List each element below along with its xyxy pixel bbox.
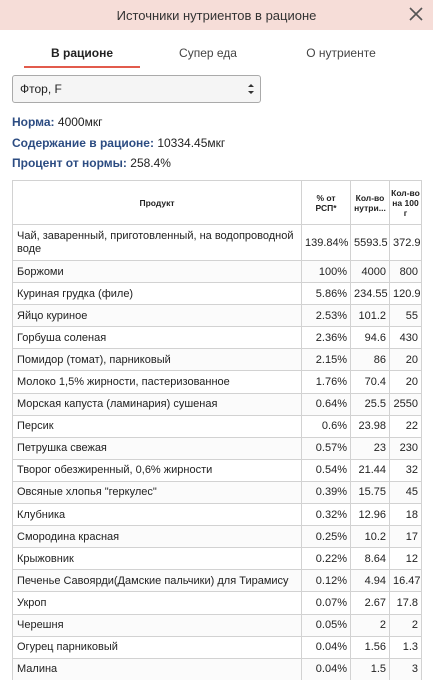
- col-header-per100-line3: г: [403, 207, 408, 218]
- quantity-cell: 1.5: [351, 658, 390, 680]
- table-row[interactable]: [13, 437, 422, 459]
- product-name-cell: Петрушка свежая: [13, 437, 302, 459]
- table-row[interactable]: [13, 393, 422, 415]
- col-header-quantity-line2: нутри...: [354, 202, 386, 213]
- percent-cell: 0.32%: [302, 504, 351, 526]
- percent-cell: 0.05%: [302, 614, 351, 636]
- col-header-product[interactable]: Продукт: [13, 181, 302, 225]
- product-name-cell: Куриная грудка (филе): [13, 283, 302, 305]
- per100-cell: 18: [390, 504, 422, 526]
- table-row[interactable]: [13, 636, 422, 658]
- quantity-cell: 94.6: [351, 327, 390, 349]
- product-name-cell: Боржоми: [13, 261, 302, 283]
- tab-in-diet[interactable]: В рационе: [24, 44, 140, 68]
- table-row[interactable]: [13, 592, 422, 614]
- product-name-cell: Малина: [13, 658, 302, 680]
- percent-cell: 5.86%: [302, 283, 351, 305]
- product-name-cell: Клубника: [13, 504, 302, 526]
- tab-about-nutrient[interactable]: О нутриенте: [306, 46, 376, 60]
- quantity-cell: 25.5: [351, 393, 390, 415]
- norm-line: [12, 115, 102, 129]
- per100-cell: 12: [390, 548, 422, 570]
- product-name-cell: Помидор (томат), парниковый: [13, 349, 302, 371]
- quantity-cell: 1.56: [351, 636, 390, 658]
- table-row[interactable]: [13, 327, 422, 349]
- table-row[interactable]: [13, 481, 422, 503]
- per100-cell: 17.8: [390, 592, 422, 614]
- percent-cell: 100%: [302, 261, 351, 283]
- product-name-cell: Горбуша соленая: [13, 327, 302, 349]
- norm-label: Норма:: [12, 115, 55, 129]
- close-icon: [409, 7, 423, 21]
- table-header-row: [13, 181, 422, 225]
- table-row[interactable]: [13, 415, 422, 437]
- nutrient-sources-table: [12, 180, 421, 680]
- quantity-cell: 15.75: [351, 481, 390, 503]
- percent-cell: 0.04%: [302, 636, 351, 658]
- percent-cell: 2.15%: [302, 349, 351, 371]
- percent-cell: 0.12%: [302, 570, 351, 592]
- modal-header: [0, 0, 433, 30]
- percent-value: 258.4%: [130, 156, 171, 170]
- product-name-cell: Печенье Савоярди(Дамские пальчики) для Тирамису: [13, 570, 302, 592]
- table-row[interactable]: [13, 570, 422, 592]
- product-name-cell: Смородина красная: [13, 526, 302, 548]
- quantity-cell: 10.2: [351, 526, 390, 548]
- col-header-per100-line1: Кол-во: [391, 187, 420, 198]
- percent-cell: 0.6%: [302, 415, 351, 437]
- nutrient-select-value: Фтор, F: [20, 82, 62, 96]
- select-arrows-icon: [247, 82, 255, 96]
- per100-cell: 32: [390, 459, 422, 481]
- quantity-cell: 101.2: [351, 305, 390, 327]
- percent-cell: 0.22%: [302, 548, 351, 570]
- per100-cell: 230: [390, 437, 422, 459]
- per100-cell: 430: [390, 327, 422, 349]
- tab-bar: [0, 44, 433, 68]
- content-line: [12, 136, 225, 150]
- per100-cell: 1.3: [390, 636, 422, 658]
- percent-cell: 0.57%: [302, 437, 351, 459]
- percent-cell: 0.54%: [302, 459, 351, 481]
- table-row[interactable]: [13, 614, 422, 636]
- product-name-cell: Творог обезжиренный, 0,6% жирности: [13, 459, 302, 481]
- close-button[interactable]: [405, 3, 427, 25]
- col-header-quantity-line1: Кол-во: [355, 192, 385, 203]
- percent-label: Процент от нормы:: [12, 156, 127, 170]
- col-header-per100-line2: на 100: [392, 197, 419, 208]
- table-row[interactable]: [13, 504, 422, 526]
- nutrient-select[interactable]: [12, 75, 261, 103]
- per100-cell: 2550: [390, 393, 422, 415]
- quantity-cell: 4000: [351, 261, 390, 283]
- quantity-cell: 5593.5: [351, 225, 390, 261]
- product-name-cell: Черешня: [13, 614, 302, 636]
- percent-cell: 2.53%: [302, 305, 351, 327]
- table-row[interactable]: [13, 658, 422, 680]
- per100-cell: 45: [390, 481, 422, 503]
- table-row[interactable]: [13, 225, 422, 261]
- quantity-cell: 12.96: [351, 504, 390, 526]
- product-name-cell: Морская капуста (ламинария) сушеная: [13, 393, 302, 415]
- quantity-cell: 4.94: [351, 570, 390, 592]
- percent-cell: 0.25%: [302, 526, 351, 548]
- col-header-quantity[interactable]: [351, 181, 390, 225]
- col-header-percent-line2: РСП*: [315, 202, 337, 213]
- quantity-cell: 2: [351, 614, 390, 636]
- percent-cell: 139.84%: [302, 225, 351, 261]
- percent-cell: 0.39%: [302, 481, 351, 503]
- content-label: Содержание в рационе:: [12, 136, 154, 150]
- col-header-per100[interactable]: [390, 181, 422, 225]
- per100-cell: 372.9: [390, 225, 422, 261]
- percent-cell: 0.64%: [302, 393, 351, 415]
- percent-cell: 2.36%: [302, 327, 351, 349]
- percent-cell: 1.76%: [302, 371, 351, 393]
- table-row[interactable]: [13, 459, 422, 481]
- product-name-cell: Укроп: [13, 592, 302, 614]
- table-row[interactable]: [13, 526, 422, 548]
- quantity-cell: 86: [351, 349, 390, 371]
- quantity-cell: 23.98: [351, 415, 390, 437]
- quantity-cell: 70.4: [351, 371, 390, 393]
- product-name-cell: Чай, заваренный, приготовленный, на водопроводной воде: [13, 225, 302, 261]
- product-name-cell: Огурец парниковый: [13, 636, 302, 658]
- modal-title: Источники нутриентов в рационе: [116, 7, 317, 23]
- per100-cell: 20: [390, 371, 422, 393]
- col-header-percent-line1: % от: [316, 192, 336, 203]
- percent-cell: 0.04%: [302, 658, 351, 680]
- per100-cell: 55: [390, 305, 422, 327]
- table-row[interactable]: [13, 548, 422, 570]
- norm-value: 4000мкг: [57, 115, 103, 129]
- quantity-cell: 234.55: [351, 283, 390, 305]
- per100-cell: 17: [390, 526, 422, 548]
- quantity-cell: 23: [351, 437, 390, 459]
- tab-super-food[interactable]: Супер еда: [179, 46, 237, 60]
- per100-cell: 2: [390, 614, 422, 636]
- table-row[interactable]: [13, 283, 422, 305]
- product-name-cell: Молоко 1,5% жирности, пастеризованное: [13, 371, 302, 393]
- product-name-cell: Яйцо куриное: [13, 305, 302, 327]
- col-header-percent[interactable]: [302, 181, 351, 225]
- percent-cell: 0.07%: [302, 592, 351, 614]
- per100-cell: 22: [390, 415, 422, 437]
- product-name-cell: Персик: [13, 415, 302, 437]
- table-row[interactable]: [13, 305, 422, 327]
- quantity-cell: 8.64: [351, 548, 390, 570]
- quantity-cell: 21.44: [351, 459, 390, 481]
- per100-cell: 800: [390, 261, 422, 283]
- product-name-cell: Крыжовник: [13, 548, 302, 570]
- per100-cell: 20: [390, 349, 422, 371]
- quantity-cell: 2.67: [351, 592, 390, 614]
- per100-cell: 16.47: [390, 570, 422, 592]
- table-row[interactable]: [13, 371, 422, 393]
- percent-line: [12, 156, 171, 170]
- table-row[interactable]: [13, 349, 422, 371]
- per100-cell: 120.9: [390, 283, 422, 305]
- product-name-cell: Овсяные хлопья "геркулес": [13, 481, 302, 503]
- per100-cell: 3: [390, 658, 422, 680]
- table-row[interactable]: [13, 261, 422, 283]
- content-value: 10334.45мкг: [157, 136, 226, 150]
